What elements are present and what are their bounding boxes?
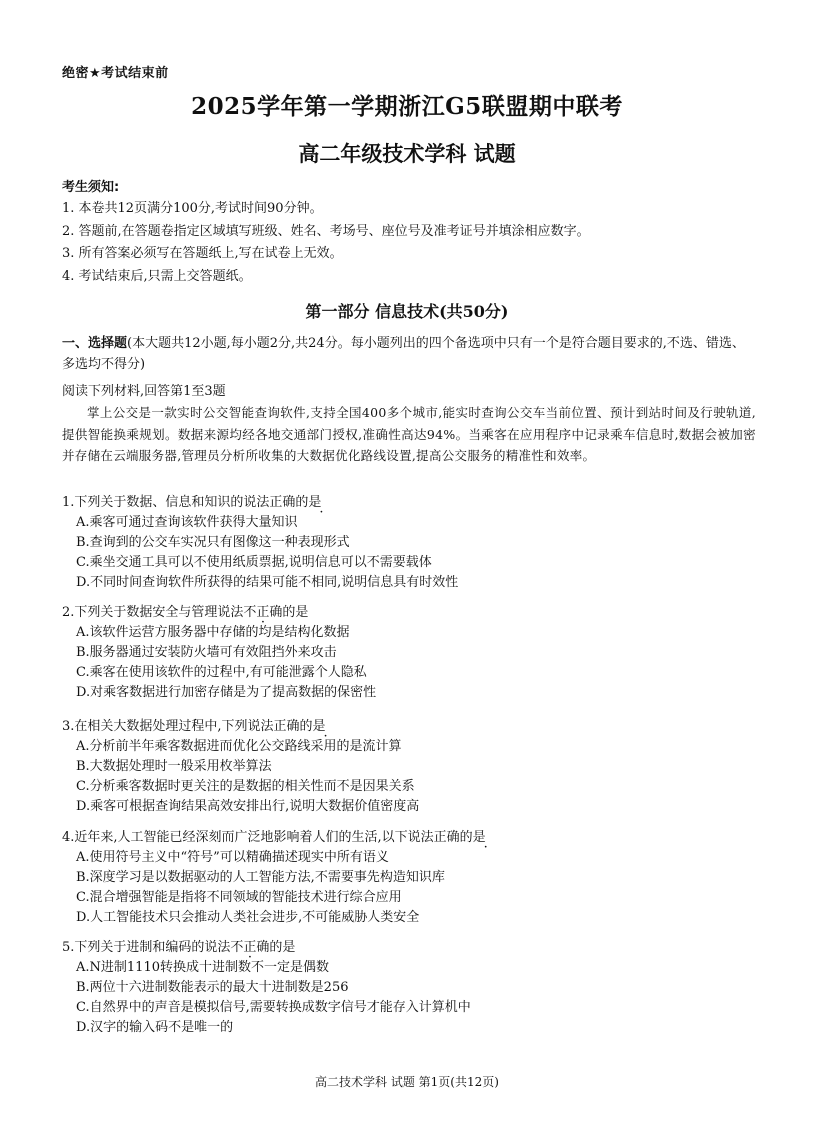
option-d: D.人工智能技术只会推动人类社会进步,不可能威胁人类安全 bbox=[76, 910, 420, 925]
reading-material: 掌上公交是一款实时公交智能查询软件,支持全国400多个城市,能实时查询公交车当前位置、预计到站时间及行驶轨道,提供智能换乘规划。数据来源均经各地交通部门授权,准确性高达94%。当乘客在应用程序中记录乘车信息时,数据会被加密并存储在云端服务器,管理员分析所收集的大数据优化路线设置,提高公交服务的精准性和效率。 bbox=[62, 405, 756, 463]
question-stem: 5.下列关于进制和编码的说法不正确的是 bbox=[62, 940, 296, 955]
notice-item: 2. 答题前,在答题卷指定区域填写班级、姓名、考场号、座位号及准考证号并填涂相应数字。 bbox=[62, 223, 590, 239]
question-2 bbox=[62, 603, 762, 703]
option-c: C.乘客在使用该软件的过程中,有可能泄露个人隐私 bbox=[76, 665, 367, 680]
option-b: B.大数据处理时一般采用枚举算法 bbox=[76, 759, 272, 774]
emphasized-word: 不正确 bbox=[230, 940, 270, 955]
question-1 bbox=[62, 493, 762, 593]
option-b: B.查询到的公交车实况只有图像这一种表现形式 bbox=[76, 535, 350, 550]
question-5 bbox=[62, 938, 762, 1038]
question-stem: 2.下列关于数据安全与管理说法不正确的是 bbox=[62, 605, 309, 620]
option-d: D.乘客可根据查询结果高效安排出行,说明大数据价值密度高 bbox=[76, 799, 420, 814]
question-stem: 4.近年来,人工智能已经深刻而广泛地影响着人们的生活,以下说法正确的是 bbox=[62, 830, 486, 845]
section-label: 一、选择题 bbox=[62, 336, 128, 351]
option-b: B.服务器通过安装防火墙可有效阻挡外来攻击 bbox=[76, 645, 337, 660]
question-3 bbox=[62, 717, 762, 817]
question-4 bbox=[62, 828, 762, 928]
option-d: D.对乘客数据进行加密存储是为了提高数据的保密性 bbox=[76, 685, 377, 700]
option-b: B.两位十六进制数能表示的最大十进制数是256 bbox=[76, 980, 349, 995]
option-c: C.自然界中的声音是模拟信号,需要转换成数字信号才能存入计算机中 bbox=[76, 1000, 471, 1015]
section-heading bbox=[62, 333, 754, 375]
section-description: (本大题共12小题,每小题2分,共24分。每小题列出的四个备选项中只有一个是符合题目要求的,不选、错选、多选均不得分) bbox=[62, 336, 745, 372]
notice-item: 1. 本卷共12页满分100分,考试时间90分钟。 bbox=[62, 201, 323, 216]
option-c: C.混合增强智能是指将不同领域的智能技术进行综合应用 bbox=[76, 890, 402, 905]
part-heading: 第一部分 信息技术(共50分) bbox=[305, 302, 509, 321]
notice-heading: 考生须知: bbox=[62, 180, 120, 195]
exam-subtitle: 高二年级技术学科 试题 bbox=[298, 141, 516, 166]
question-stem: 1.下列关于数据、信息和知识的说法正确的是 bbox=[62, 495, 322, 510]
option-a: A.N进制1110转换成十进制数不一定是偶数 bbox=[76, 960, 329, 975]
option-d: D.不同时间查询软件所获得的结果可能不相同,说明信息具有时效性 bbox=[76, 575, 459, 590]
option-a: A.乘客可通过查询该软件获得大量知识 bbox=[76, 515, 298, 530]
question-stem: 3.在相关大数据处理过程中,下列说法正确的是 bbox=[62, 719, 326, 734]
option-d: D.汉字的输入码不是唯一的 bbox=[76, 1020, 234, 1035]
page-footer: 高二技术学科 试题 第1页(共12页) bbox=[315, 1075, 499, 1089]
emphasized-word: 不正确 bbox=[243, 605, 283, 620]
option-c: C.分析乘客数据时更关注的是数据的相关性而不是因果关系 bbox=[76, 779, 415, 794]
option-a: A.该软件运营方服务器中存储的均是结构化数据 bbox=[76, 625, 350, 640]
notice-item: 4. 考试结束后,只需上交答题纸。 bbox=[62, 268, 252, 284]
material-intro: 阅读下列材料,回答第1至3题 bbox=[62, 384, 226, 399]
secret-mark: 绝密★考试结束前 bbox=[62, 66, 169, 81]
option-a: A.分析前半年乘客数据进而优化公交路线采用的是流计算 bbox=[76, 739, 402, 754]
notice-list bbox=[62, 198, 762, 288]
option-a: A.使用符号主义中“符号”可以精确描述现实中所有语义 bbox=[76, 850, 389, 865]
notice-item: 3. 所有答案必须写在答题纸上,写在试卷上无效。 bbox=[62, 246, 343, 261]
option-b: B.深度学习是以数据驱动的人工智能方法,不需要事先构造知识库 bbox=[76, 870, 445, 885]
exam-title: 2025学年第一学期浙江G5联盟期中联考 bbox=[191, 93, 623, 120]
option-c: C.乘坐交通工具可以不使用纸质票据,说明信息可以不需要载体 bbox=[76, 555, 432, 570]
